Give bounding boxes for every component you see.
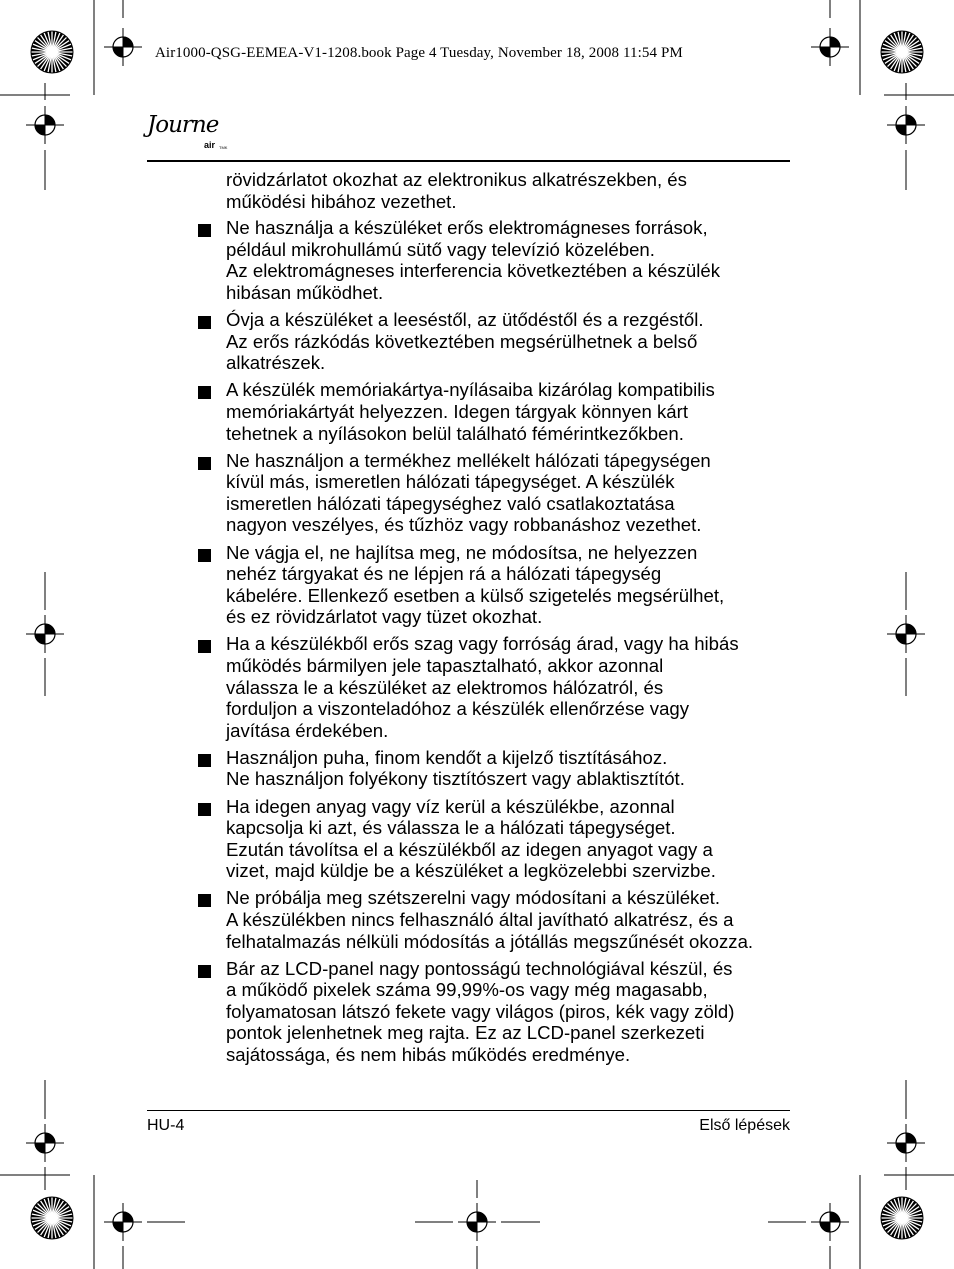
bullet-square-icon: [198, 549, 211, 562]
section-title: Első lépések: [699, 1117, 790, 1134]
bullet-square-icon: [198, 640, 211, 653]
lead-paragraph: rövidzárlatot okozhat az elektronikus alkatrészekben, és működési hibához vezethet.: [226, 169, 687, 212]
bullet-item: Ne használjon a termékhez mellékelt hálózati tápegységen kívül más, ismeretlen hálózati tápegységet. A készülék ismeretlen hálózati tápegységhez való csatlakoztatása nagyon veszélyes, és tűzhöz vagy robbanáshoz vezethet.: [226, 450, 794, 536]
bullet-item: Ne használja a készüléket erős elektromágneses források, például mikrohullámú sütő vagy televízió közelében. Az elektromágneses interferencia következtében a készülék hibásan működhet.: [226, 217, 794, 303]
bullet-square-icon: [198, 965, 211, 978]
logo-sub-text: air: [204, 140, 216, 150]
page-number: HU-4: [147, 1117, 185, 1134]
bullet-square-icon: [198, 457, 211, 470]
header-rule: [147, 160, 790, 162]
bullet-square-icon: [198, 894, 211, 907]
footer-rule: [147, 1110, 790, 1111]
bullet-item: Óvja a készüléket a leeséstől, az ütődéstől és a rezgéstől. Az erős rázkódás következtében megsérülhetnek a belső alkatrészek.: [226, 309, 794, 374]
bullet-square-icon: [198, 386, 211, 399]
logo-script-text: Journe: [147, 112, 219, 138]
bullet-item: Ha idegen anyag vagy víz kerül a készülékbe, azonnal kapcsolja ki azt, és válassza le a hálózati tápegységet. Ezután távolítsa el a készülékből az idegen anyagot vagy a vizet, majd küldje be a készüléket a legközelebbi szervizbe.: [226, 796, 794, 882]
bullet-item: A készülék memóriakártya-nyílásaiba kizárólag kompatibilis memóriakártyát helyezzen. Idegen tárgyak könnyen kárt tehetnek a nyílásokon belül található fémérintkezőkben.: [226, 379, 794, 444]
bullet-square-icon: [198, 316, 211, 329]
print-header: Air1000-QSG-EEMEA-V1-1208.book Page 4 Tuesday, November 18, 2008 11:54 PM: [155, 45, 683, 61]
journe-air-logo: [147, 110, 247, 165]
safety-content: [226, 169, 794, 1071]
bullet-item: Ha a készülékből erős szag vagy forróság árad, vagy ha hibás működés bármilyen jele tapasztalható, akkor azonnal válassza le a készüléket az elektromos hálózatról, és forduljon a viszonteladóhoz a készülék ellenőrzése vagy javítása érdekében.: [226, 633, 794, 741]
bullet-item: Ne próbálja meg szétszerelni vagy módosítani a készüléket. A készülékben nincs felhasználó által javítható alkatrész, és a felhatalmazás nélküli módosítás a jótállás megszűnését okozza.: [226, 887, 794, 952]
logo-trademark-text: TMK: [219, 145, 228, 150]
bullet-square-icon: [198, 754, 211, 767]
bullet-square-icon: [198, 803, 211, 816]
bullet-item: Bár az LCD-panel nagy pontosságú technológiával készül, és a működő pixelek száma 99,99%-os vagy még magasabb, folyamatosan látszó fekete vagy világos (piros, kék vagy zöld) pontok jelenhetnek meg rajta. Ez az LCD-panel szerkezeti sajátossága, és nem hibás működés eredménye.: [226, 958, 794, 1066]
bullet-item: Használjon puha, finom kendőt a kijelző tisztításához. Ne használjon folyékony tisztítószert vagy ablaktisztítót.: [226, 747, 794, 790]
bullet-list: [226, 217, 794, 1065]
bullet-item: Ne vágja el, ne hajlítsa meg, ne módosítsa, ne helyezzen nehéz tárgyakat és ne lépjen rá a hálózati tápegység kábelére. Ellenkező esetben a külső szigetelés megsérülhet, és ez rövidzárlatot vagy tüzet okozhat.: [226, 542, 794, 628]
bullet-square-icon: [198, 224, 211, 237]
